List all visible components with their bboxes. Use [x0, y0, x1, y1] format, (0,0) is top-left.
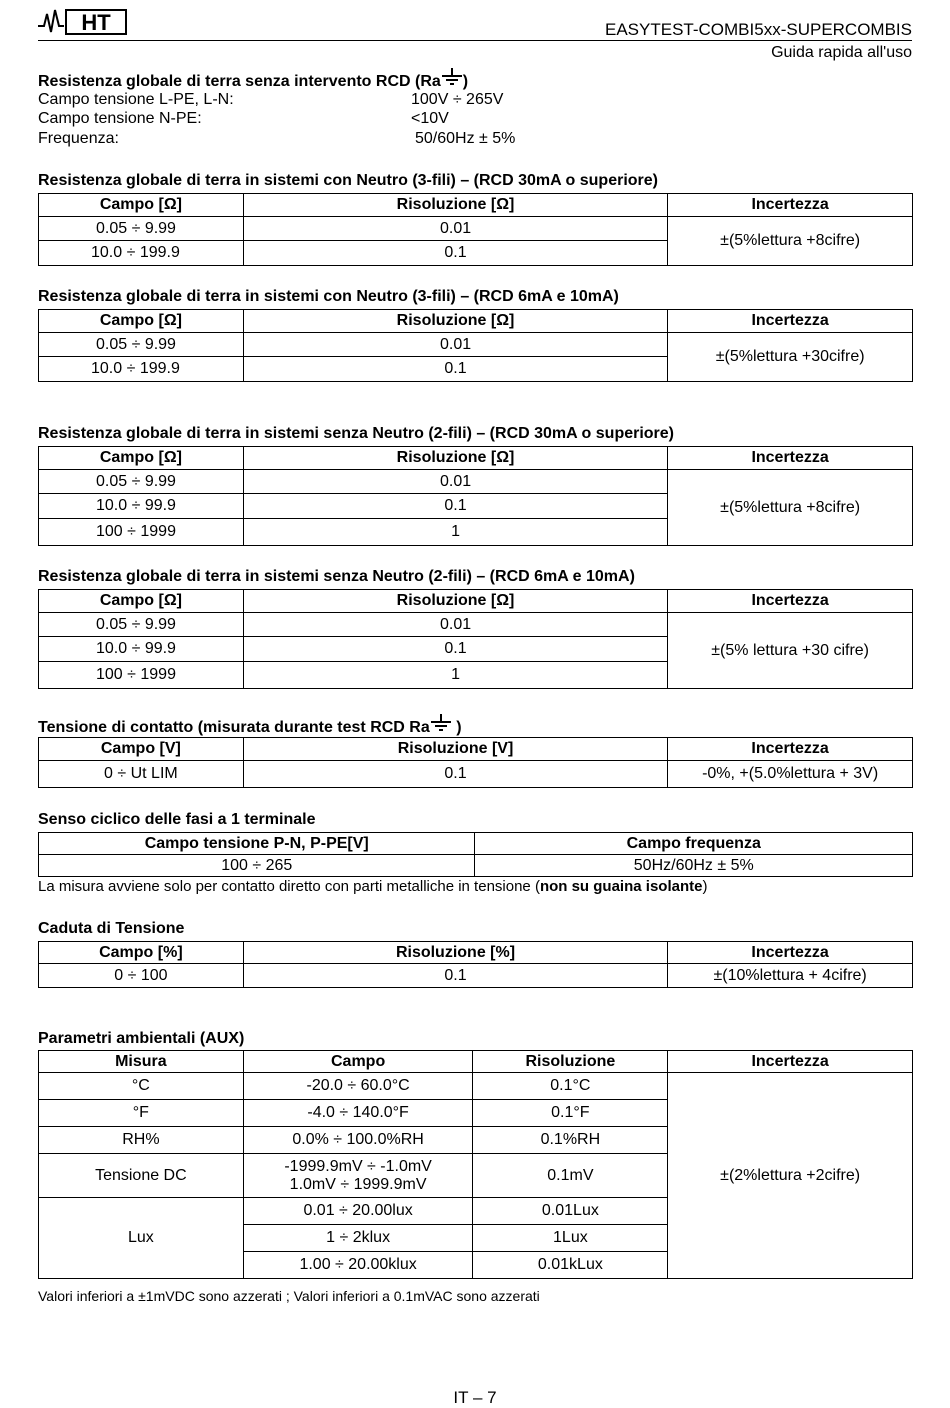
table-cell: 0.05 ÷ 9.99	[39, 613, 244, 637]
table-cell: 0.1	[243, 357, 667, 382]
header-cell: Risoluzione [Ω]	[243, 310, 667, 333]
ht-logo	[38, 6, 128, 36]
section-title-aux: Parametri ambientali (AUX)	[38, 1030, 245, 1047]
table-cell: 0.1	[243, 761, 667, 788]
table-cell: 1	[243, 519, 667, 546]
table-cell: 0 ÷ Ut LIM	[39, 761, 244, 788]
section-title-voltage-drop: Caduta di Tensione	[38, 920, 185, 937]
table-cell: 0.05 ÷ 9.99	[39, 470, 244, 494]
table-cell	[243, 1154, 473, 1198]
table-cell: 50Hz/60Hz ± 5%	[475, 855, 913, 877]
document-subtitle: Guida rapida all'uso	[771, 44, 912, 61]
table-cell: -0%, +(5.0%lettura + 3V)	[668, 761, 913, 788]
page-number: IT – 7	[453, 1388, 497, 1407]
header-cell: Campo frequenza	[475, 833, 913, 855]
table-cell: 10.0 ÷ 199.9	[39, 241, 244, 266]
spec-value: <10V	[411, 110, 449, 127]
section-title-3wire-6ma: Resistenza globale di terra in sistemi con Neutro (3-fili) – (RCD 6mA e 10mA)	[38, 288, 619, 305]
table-cell: °C	[39, 1073, 244, 1100]
table-cell: 10.0 ÷ 99.9	[39, 494, 244, 519]
section-title-2wire-6ma: Resistenza globale di terra in sistemi senza Neutro (2-fili) – (RCD 6mA e 10mA)	[38, 568, 635, 585]
table-voltage-drop	[38, 941, 913, 988]
header-cell: Campo [%]	[39, 942, 244, 964]
table-cell: ±(10%lettura + 4cifre)	[668, 964, 913, 988]
header-cell: Incertezza	[668, 738, 913, 761]
header-cell: Campo	[243, 1051, 473, 1073]
table-3wire-30ma	[38, 193, 913, 266]
table-2wire-6ma	[38, 589, 913, 689]
spec-label: Frequenza:	[38, 130, 119, 147]
table-cell: 0.1	[243, 637, 667, 662]
header-cell: Campo [Ω]	[39, 194, 244, 217]
table-cell: 100 ÷ 1999	[39, 519, 244, 546]
spec-value: 100V ÷ 265V	[411, 91, 504, 108]
header-cell: Incertezza	[668, 310, 913, 333]
table-contact-voltage	[38, 737, 913, 788]
table-cell: 0.01	[243, 217, 667, 241]
table-cell: 0.1°F	[473, 1100, 668, 1127]
table-cell: 0.01	[243, 613, 667, 637]
header-cell: Incertezza	[668, 942, 913, 964]
svg-text:HT: HT	[81, 10, 111, 35]
table-cell: 0.1%RH	[473, 1127, 668, 1154]
uncertainty-cell: ±(2%lettura +2cifre)	[668, 1073, 913, 1279]
header-cell: Risoluzione [Ω]	[243, 447, 667, 470]
range-line: -1999.9mV ÷ -1.0mV	[284, 1157, 432, 1175]
table-aux	[38, 1050, 913, 1279]
table-cell: 0.1	[243, 964, 667, 988]
uncertainty-cell: ±(5%lettura +8cifre)	[668, 470, 913, 546]
header-cell: Incertezza	[668, 447, 913, 470]
header-cell: Risoluzione [Ω]	[243, 590, 667, 613]
table-cell: 0.1	[243, 494, 667, 519]
header-divider	[38, 40, 912, 41]
aux-note: Valori inferiori a ±1mVDC sono azzerati ; Valori inferiori a 0.1mVAC sono azzerati	[38, 1288, 540, 1304]
header-cell: Risoluzione	[473, 1051, 668, 1073]
phase-note: La misura avviene solo per contatto diretto con parti metalliche in tensione (non su guaina isolante)	[38, 878, 708, 895]
table-cell: 0.01Lux	[473, 1198, 668, 1225]
table-cell: 0.1°C	[473, 1073, 668, 1100]
header-cell: Campo [Ω]	[39, 590, 244, 613]
header-cell: Misura	[39, 1051, 244, 1073]
section-title-phase-sequence: Senso ciclico delle fasi a 1 terminale	[38, 811, 316, 828]
spec-label: Campo tensione N-PE:	[38, 110, 202, 127]
table-cell: 1.00 ÷ 20.00klux	[243, 1252, 473, 1279]
uncertainty-cell: ±(5% lettura +30 cifre)	[668, 613, 913, 689]
table-cell: 0.01	[243, 470, 667, 494]
uncertainty-cell: ±(5%lettura +8cifre)	[668, 217, 913, 266]
header-cell: Incertezza	[668, 194, 913, 217]
table-cell: 100 ÷ 265	[39, 855, 475, 877]
table-cell: 0 ÷ 100	[39, 964, 244, 988]
range-line: 1.0mV ÷ 1999.9mV	[289, 1175, 427, 1193]
header-cell: Risoluzione [%]	[243, 942, 667, 964]
spec-label: Campo tensione L-PE, L-N:	[38, 91, 234, 108]
table-cell: °F	[39, 1100, 244, 1127]
table-cell: 0.01kLux	[473, 1252, 668, 1279]
header-cell: Incertezza	[668, 590, 913, 613]
table-cell: 0.01 ÷ 20.00lux	[243, 1198, 473, 1225]
table-3wire-6ma	[38, 309, 913, 382]
ground-icon	[430, 714, 452, 739]
section-title-no-rcd: Resistenza globale di terra senza intervento RCD (Ra )	[38, 68, 468, 93]
table-cell: RH%	[39, 1127, 244, 1154]
header-cell: Incertezza	[668, 1051, 913, 1073]
table-cell: 0.0% ÷ 100.0%RH	[243, 1127, 473, 1154]
table-cell: 0.1mV	[473, 1154, 668, 1198]
table-cell: 0.1	[243, 241, 667, 266]
table-cell: 10.0 ÷ 99.9	[39, 637, 244, 662]
uncertainty-cell: ±(5%lettura +30cifre)	[668, 333, 913, 382]
ground-icon	[441, 68, 463, 93]
table-cell: Lux	[39, 1198, 244, 1279]
section-title-2wire-30ma: Resistenza globale di terra in sistemi senza Neutro (2-fili) – (RCD 30mA o superiore)	[38, 425, 675, 442]
table-cell: 1 ÷ 2klux	[243, 1225, 473, 1252]
table-cell: 1Lux	[473, 1225, 668, 1252]
table-cell: Tensione DC	[39, 1154, 244, 1198]
table-2wire-30ma	[38, 446, 913, 546]
header-cell: Campo [Ω]	[39, 310, 244, 333]
section-title-3wire-30ma: Resistenza globale di terra in sistemi con Neutro (3-fili) – (RCD 30mA o superiore)	[38, 172, 658, 189]
document-title: EASYTEST-COMBI5xx-SUPERCOMBIS	[605, 20, 912, 39]
header-cell: Campo [V]	[39, 738, 244, 761]
table-cell: 10.0 ÷ 199.9	[39, 357, 244, 382]
header-cell: Campo tensione P-N, P-PE[V]	[39, 833, 475, 855]
table-cell: 1	[243, 662, 667, 689]
header-cell: Risoluzione [V]	[243, 738, 667, 761]
header-cell: Risoluzione [Ω]	[243, 194, 667, 217]
table-cell: -20.0 ÷ 60.0°C	[243, 1073, 473, 1100]
table-phase-sequence	[38, 832, 913, 877]
spec-value: 50/60Hz ± 5%	[415, 130, 516, 147]
table-cell: -4.0 ÷ 140.0°F	[243, 1100, 473, 1127]
section-title-contact-voltage: Tensione di contatto (misurata durante test RCD Ra )	[38, 714, 462, 739]
table-cell: 0.05 ÷ 9.99	[39, 217, 244, 241]
table-cell: 100 ÷ 1999	[39, 662, 244, 689]
table-cell: 0.05 ÷ 9.99	[39, 333, 244, 357]
header-cell: Campo [Ω]	[39, 447, 244, 470]
table-cell: 0.01	[243, 333, 667, 357]
